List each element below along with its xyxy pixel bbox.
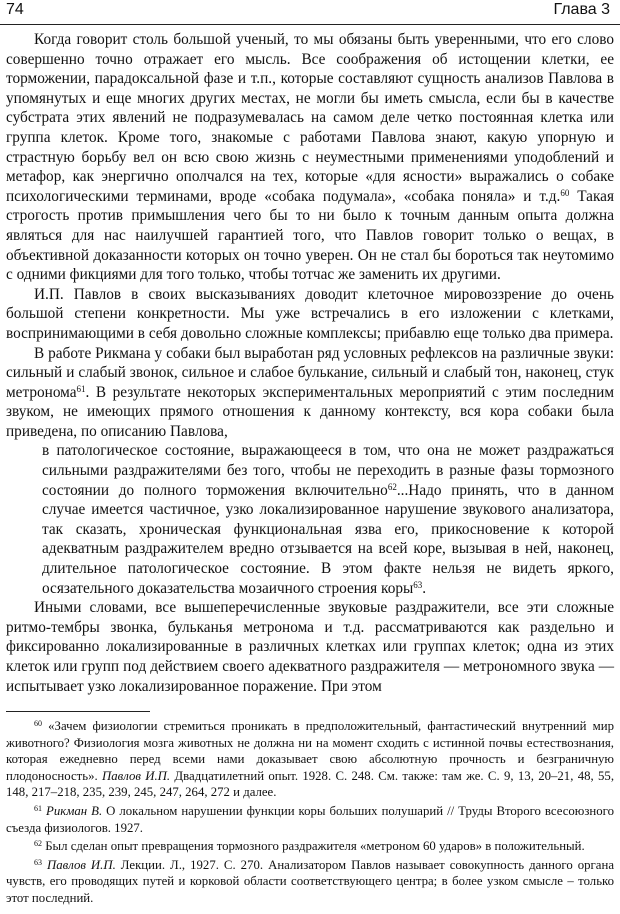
chapter-title: Глава 3 bbox=[553, 1, 610, 18]
paragraph-3: В работе Рикмана у собаки был выработан ряд условных рефлексов на различные звуки: сильный и слабый звонок, сильное и слабое бульканиe, сильный и слабый тон, наконец, стук метронома$^{61}$. В результате некоторых экспериментальных мероприятий с этим последним звуком, не имеющих прямого отношения к данному контексту, вся кора собаки была приведена, по описанию Павлова, bbox=[6, 344, 614, 440]
footnote-author: Павлов И.П. bbox=[102, 768, 171, 783]
footnote-60: $^{60}$ «Зачем физиологии стремиться проникать в предположительный, фантастический внутренний мир животного? Физиология мозга животных не должна ни на момент сходить с истинной почвы естествознания, которая ежедневно перед всеми нами доказывает свою абсолютную прочность и безграничную плодоносность». Павлов И.П. Двадцатилетний опыт. 1928. С. 248. См. также: там же. С. 9, 13, 20–21, 48, 55, 148, 217–218, 235, 239, 245, 247, 264, 272 и далее. bbox=[6, 719, 615, 800]
footnote-ref-60[interactable]: 60 bbox=[560, 187, 570, 198]
paragraph-1: Когда говорит столь большой ученый, то мы обязаны быть уверенными, что его слово совершенно точно отражает его мысль. Все соображения об истощении клетки, ее торможении, парадоксальной фазе и т.п., которые составляют сущность анализов Павлова в упомянутых и еще многих других местах, не могли бы иметь смысла, если бы в качестве субстрата этих явлений не подразумевалась на самом деле четко постоянная клетка или группа клеток. Кроме того, знакомые с работами Павлова знают, какую упорную и страстную борьбу вел он всю свою жизнь с неуместными применениями уподоблений и метафор, как энергично ополчался на тех, которые «для ясности» выражались о собаке психологическими терминами, вроде «собака подумала», «собака поняла» и т.д.$^{60}$ Такая строгость против примышления чего бы то ни было к точным данным опыта должна являться для нас наилучшей гарантией того, что Павлов говорит только о вещах, в объективной доказанности которых он точно уверен. Он не стал бы бороться так неутомимо с одними фикциями для того только, чтобы тотчас же заменить их другими. bbox=[6, 31, 614, 284]
paragraph-2: И.П. Павлов в своих высказываниях доводит клеточное мировоззрение до очень большой степени конкретности. Мы уже встречались в его изложении с клетками, воспринимающими в себя довольно сложные комплексы; прибавлю еще только два примера. bbox=[6, 285, 614, 342]
footnote-divider bbox=[6, 711, 150, 712]
footnote-author: Павлов И.П. bbox=[47, 857, 116, 872]
footnote-number: 63 bbox=[34, 857, 42, 867]
footnote-author: Рикман В. bbox=[46, 803, 103, 818]
main-text bbox=[6, 30, 614, 696]
footnotes bbox=[6, 718, 614, 909]
page-header bbox=[0, 0, 620, 25]
footnote-61: $^{61}$ Рикман В. О локальном нарушении функции коры больших полушарий // Труды Второго всесоюзного съезда физиологов. 1927. bbox=[6, 803, 615, 835]
footnote-ref-62[interactable]: 62 bbox=[387, 481, 397, 492]
footnote-62: $^{62}$ Был сделан опыт превращения тормозного раздражителя «метроном 60 ударов» в положительный. bbox=[34, 839, 585, 854]
footnote-number: 62 bbox=[34, 839, 42, 849]
footnote-ref-63[interactable]: 63 bbox=[413, 579, 423, 590]
paragraph-4: Иными словами, все вышеперечисленные звуковые раздражители, все эти сложные ритмо-тембры звонка, бульканья метронома и т.д. рассматриваются как раздельно и фиксированно локализированные в различных клетках или группах клеток; одна из этих клеток или групп под действием своего адекватного раздражителя — метрономного звука — испытывает узко локализированное поражение. При этом bbox=[6, 599, 614, 695]
footnote-63: $^{63}$ Павлов И.П. Лекции. Л., 1927. С. 270. Анализатором Павлов называет совокупность данного органа чувств, его проводящих путей и корковой области соответствующего центра; в более узком смысле – только этот последний. bbox=[6, 857, 614, 905]
block-quote: в патологическое состояние, выражающееся в том, что она не может раздражаться сильными раздражителями без того, чтобы не переходить в разные фазы тормозного состоянии до полного торможения включительно$^{62}$...Надо принять, что в данном случае имеется частичное, узко локализированное нарушение звукового анализатора, так сказать, хроническая функциональная язва его, прикосновение к которой адекватным раздражителем вредно отзывается на всей коре, вызывая в ней, наконец, длительное патологическое состояние. В этом факте нельзя не видеть яркого, осязательного доказательства мозаичного строения коры$^{63}$. bbox=[42, 442, 614, 597]
footnote-number: 60 bbox=[34, 719, 42, 728]
footnote-number: 61 bbox=[34, 803, 42, 813]
footnote-ref-61[interactable]: 61 bbox=[76, 383, 86, 394]
page-number: 74 bbox=[6, 1, 24, 18]
